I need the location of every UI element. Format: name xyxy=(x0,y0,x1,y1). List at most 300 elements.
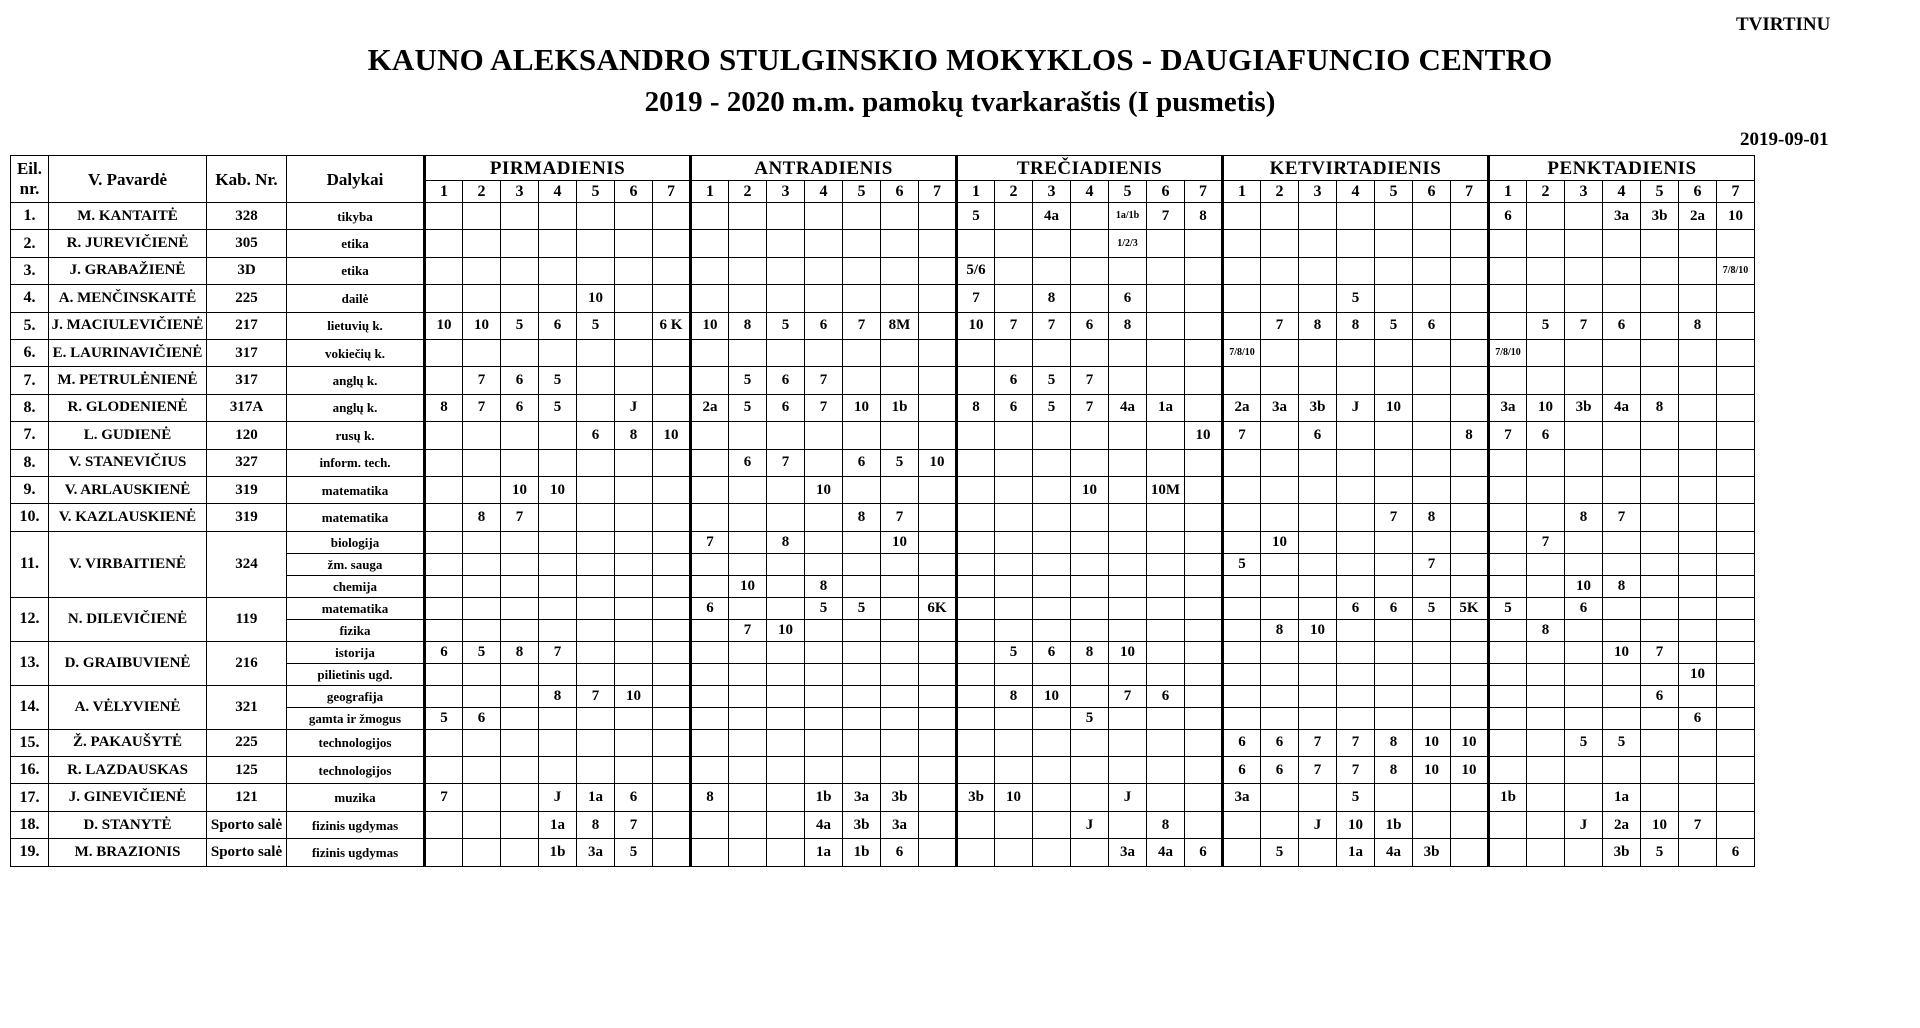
lesson-cell xyxy=(463,476,501,503)
lesson-cell: 6 xyxy=(1527,422,1565,449)
row-number: 7. xyxy=(11,367,49,394)
lesson-cell: 3a xyxy=(1489,394,1527,421)
lesson-cell: 10 xyxy=(957,312,995,339)
day-header: ANTRADIENIS xyxy=(691,156,957,181)
lesson-cell: 6 xyxy=(501,394,539,421)
table-row xyxy=(11,230,1755,257)
period-header: 1 xyxy=(691,181,729,203)
lesson-cell xyxy=(1033,619,1071,641)
lesson-cell xyxy=(805,339,843,366)
lesson-cell xyxy=(1451,641,1489,663)
lesson-cell xyxy=(653,619,691,641)
lesson-cell xyxy=(615,597,653,619)
lesson-cell: 6 xyxy=(691,597,729,619)
lesson-cell xyxy=(1337,641,1375,663)
room-number: 319 xyxy=(207,476,287,503)
lesson-cell xyxy=(1033,553,1071,575)
lesson-cell: 6 xyxy=(729,449,767,476)
lesson-cell xyxy=(539,553,577,575)
lesson-cell xyxy=(1717,597,1755,619)
lesson-cell xyxy=(577,757,615,784)
lesson-cell: 7 xyxy=(881,504,919,531)
lesson-cell xyxy=(1337,575,1375,597)
lesson-cell xyxy=(425,663,463,685)
row-number: 18. xyxy=(11,811,49,838)
lesson-cell xyxy=(1261,553,1299,575)
lesson-cell xyxy=(1375,367,1413,394)
lesson-cell xyxy=(1641,367,1679,394)
lesson-cell xyxy=(1641,257,1679,284)
lesson-cell xyxy=(1603,619,1641,641)
lesson-cell: 8 xyxy=(1679,312,1717,339)
lesson-cell: 8 xyxy=(425,394,463,421)
lesson-cell xyxy=(729,531,767,553)
lesson-cell xyxy=(1679,729,1717,756)
lesson-cell: 5 xyxy=(1641,839,1679,866)
lesson-cell xyxy=(425,285,463,312)
lesson-cell xyxy=(691,553,729,575)
lesson-cell: 7 xyxy=(1071,367,1109,394)
lesson-cell xyxy=(881,367,919,394)
lesson-cell xyxy=(1679,257,1717,284)
lesson-cell: 7 xyxy=(1261,312,1299,339)
lesson-cell xyxy=(653,784,691,811)
lesson-cell xyxy=(691,257,729,284)
lesson-cell xyxy=(577,394,615,421)
lesson-cell xyxy=(919,707,957,729)
lesson-cell xyxy=(1147,597,1185,619)
lesson-cell xyxy=(729,339,767,366)
lesson-cell xyxy=(957,663,995,685)
lesson-cell xyxy=(1603,367,1641,394)
lesson-cell xyxy=(1109,553,1147,575)
lesson-cell xyxy=(1337,203,1375,230)
lesson-cell xyxy=(1527,257,1565,284)
col-header-subject: Dalykai xyxy=(287,156,425,203)
lesson-cell xyxy=(691,203,729,230)
lesson-cell xyxy=(1375,553,1413,575)
lesson-cell xyxy=(615,367,653,394)
row-number: 16. xyxy=(11,757,49,784)
lesson-cell: 6 xyxy=(881,839,919,866)
lesson-cell xyxy=(1489,367,1527,394)
lesson-cell xyxy=(1603,685,1641,707)
period-header: 3 xyxy=(1033,181,1071,203)
lesson-cell xyxy=(1717,685,1755,707)
lesson-cell xyxy=(615,707,653,729)
lesson-cell xyxy=(1565,339,1603,366)
subject-name: muzika xyxy=(287,784,425,811)
lesson-cell: 3a xyxy=(843,784,881,811)
lesson-cell xyxy=(463,575,501,597)
lesson-cell xyxy=(1337,339,1375,366)
lesson-cell xyxy=(691,230,729,257)
lesson-cell xyxy=(767,641,805,663)
lesson-cell xyxy=(729,729,767,756)
lesson-cell: 7 xyxy=(615,811,653,838)
lesson-cell xyxy=(1451,339,1489,366)
lesson-cell xyxy=(1717,707,1755,729)
lesson-cell xyxy=(1375,531,1413,553)
lesson-cell xyxy=(1375,285,1413,312)
lesson-cell xyxy=(1679,784,1717,811)
lesson-cell xyxy=(805,257,843,284)
lesson-cell xyxy=(919,476,957,503)
lesson-cell: 6 xyxy=(1223,757,1261,784)
approve-label: TVIRTINU xyxy=(1736,14,1831,35)
lesson-cell xyxy=(463,784,501,811)
lesson-cell xyxy=(653,476,691,503)
lesson-cell: 7 xyxy=(539,641,577,663)
table-row xyxy=(11,312,1755,339)
lesson-cell xyxy=(1033,757,1071,784)
lesson-cell xyxy=(1337,230,1375,257)
lesson-cell xyxy=(1071,504,1109,531)
lesson-cell xyxy=(1109,531,1147,553)
table-row xyxy=(11,597,1755,619)
lesson-cell xyxy=(1109,575,1147,597)
lesson-cell xyxy=(1413,476,1451,503)
lesson-cell xyxy=(1717,663,1755,685)
lesson-cell xyxy=(425,575,463,597)
lesson-cell xyxy=(1261,811,1299,838)
lesson-cell xyxy=(1489,476,1527,503)
lesson-cell xyxy=(1299,449,1337,476)
lesson-cell xyxy=(1603,597,1641,619)
lesson-cell xyxy=(1109,707,1147,729)
lesson-cell xyxy=(1717,575,1755,597)
lesson-cell xyxy=(1641,707,1679,729)
lesson-cell: 4a xyxy=(1033,203,1071,230)
lesson-cell xyxy=(577,641,615,663)
lesson-cell: 6 xyxy=(1603,312,1641,339)
room-number: 305 xyxy=(207,230,287,257)
period-header: 1 xyxy=(425,181,463,203)
lesson-cell xyxy=(425,685,463,707)
lesson-cell: 6 xyxy=(1413,312,1451,339)
lesson-cell xyxy=(653,839,691,866)
lesson-cell xyxy=(1717,312,1755,339)
lesson-cell xyxy=(881,597,919,619)
lesson-cell xyxy=(1565,663,1603,685)
lesson-cell xyxy=(577,729,615,756)
lesson-cell xyxy=(501,257,539,284)
lesson-cell xyxy=(425,757,463,784)
teacher-name: V. KAZLAUSKIENĖ xyxy=(49,504,207,531)
lesson-cell xyxy=(1109,619,1147,641)
lesson-cell xyxy=(1717,394,1755,421)
lesson-cell: 7 xyxy=(1071,394,1109,421)
lesson-cell: 7 xyxy=(1603,504,1641,531)
teacher-name: D. GRAIBUVIENĖ xyxy=(49,641,207,685)
period-header: 6 xyxy=(881,181,919,203)
lesson-cell xyxy=(1261,784,1299,811)
lesson-cell xyxy=(1679,476,1717,503)
lesson-cell xyxy=(995,707,1033,729)
lesson-cell xyxy=(995,285,1033,312)
period-header: 4 xyxy=(1337,181,1375,203)
lesson-cell xyxy=(1717,641,1755,663)
lesson-cell xyxy=(501,230,539,257)
lesson-cell xyxy=(1299,367,1337,394)
lesson-cell: 8 xyxy=(1375,757,1413,784)
lesson-cell xyxy=(767,257,805,284)
period-header: 7 xyxy=(1185,181,1223,203)
lesson-cell: 1a xyxy=(805,839,843,866)
room-number: 317A xyxy=(207,394,287,421)
lesson-cell xyxy=(1717,285,1755,312)
lesson-cell: 3b xyxy=(1413,839,1451,866)
lesson-cell xyxy=(691,476,729,503)
lesson-cell xyxy=(501,422,539,449)
lesson-cell: 5 xyxy=(1223,553,1261,575)
lesson-cell xyxy=(577,230,615,257)
lesson-cell xyxy=(957,575,995,597)
lesson-cell: 6 xyxy=(1641,685,1679,707)
lesson-cell xyxy=(1527,811,1565,838)
lesson-cell: 5 xyxy=(957,203,995,230)
lesson-cell: 10 xyxy=(463,312,501,339)
lesson-cell xyxy=(1185,257,1223,284)
lesson-cell xyxy=(1147,367,1185,394)
lesson-cell xyxy=(1451,476,1489,503)
lesson-cell xyxy=(615,663,653,685)
lesson-cell: 5 xyxy=(577,312,615,339)
lesson-cell xyxy=(1451,575,1489,597)
lesson-cell xyxy=(1109,597,1147,619)
lesson-cell xyxy=(1603,553,1641,575)
lesson-cell xyxy=(1223,811,1261,838)
period-header: 3 xyxy=(501,181,539,203)
lesson-cell xyxy=(1717,553,1755,575)
lesson-cell xyxy=(881,476,919,503)
lesson-cell xyxy=(1717,729,1755,756)
lesson-cell: 6K xyxy=(919,597,957,619)
lesson-cell xyxy=(1565,476,1603,503)
lesson-cell: 4a xyxy=(1603,394,1641,421)
lesson-cell xyxy=(653,367,691,394)
lesson-cell: 8 xyxy=(577,811,615,838)
lesson-cell: 10 xyxy=(1071,476,1109,503)
lesson-cell xyxy=(1033,257,1071,284)
room-number: 119 xyxy=(207,597,287,641)
lesson-cell xyxy=(1109,504,1147,531)
lesson-cell xyxy=(691,641,729,663)
table-row xyxy=(11,811,1755,838)
lesson-cell xyxy=(767,839,805,866)
lesson-cell xyxy=(995,597,1033,619)
period-header: 2 xyxy=(1261,181,1299,203)
lesson-cell xyxy=(691,685,729,707)
lesson-cell: 5 xyxy=(1527,312,1565,339)
lesson-cell xyxy=(1717,784,1755,811)
lesson-cell xyxy=(1489,729,1527,756)
lesson-cell: 6 xyxy=(501,367,539,394)
lesson-cell: J xyxy=(539,784,577,811)
lesson-cell xyxy=(577,707,615,729)
lesson-cell: 1b xyxy=(1375,811,1413,838)
lesson-cell xyxy=(1527,757,1565,784)
lesson-cell xyxy=(1337,553,1375,575)
lesson-cell: J xyxy=(1299,811,1337,838)
lesson-cell xyxy=(1375,230,1413,257)
lesson-cell: 7 xyxy=(843,312,881,339)
lesson-cell: 1b xyxy=(805,784,843,811)
lesson-cell xyxy=(463,531,501,553)
teacher-name: M. BRAZIONIS xyxy=(49,839,207,866)
lesson-cell xyxy=(615,553,653,575)
lesson-cell xyxy=(1033,839,1071,866)
lesson-cell xyxy=(1033,707,1071,729)
lesson-cell xyxy=(1299,597,1337,619)
lesson-cell xyxy=(1451,394,1489,421)
lesson-cell xyxy=(1565,784,1603,811)
lesson-cell xyxy=(653,394,691,421)
lesson-cell xyxy=(1565,422,1603,449)
row-number: 4. xyxy=(11,285,49,312)
lesson-cell xyxy=(881,575,919,597)
lesson-cell: 5 xyxy=(729,367,767,394)
lesson-cell xyxy=(691,757,729,784)
lesson-cell xyxy=(995,504,1033,531)
lesson-cell: 6 xyxy=(1071,312,1109,339)
row-number: 3. xyxy=(11,257,49,284)
lesson-cell: 2a xyxy=(1679,203,1717,230)
lesson-cell xyxy=(729,641,767,663)
lesson-cell xyxy=(653,504,691,531)
lesson-cell xyxy=(1071,597,1109,619)
lesson-cell xyxy=(1147,285,1185,312)
lesson-cell: 5 xyxy=(767,312,805,339)
lesson-cell: 10 xyxy=(1451,757,1489,784)
lesson-cell xyxy=(615,476,653,503)
lesson-cell: 7/8/10 xyxy=(1717,257,1755,284)
lesson-cell: 6 xyxy=(539,312,577,339)
lesson-cell: 10 xyxy=(539,476,577,503)
lesson-cell: 7 xyxy=(1223,422,1261,449)
lesson-cell xyxy=(1641,575,1679,597)
lesson-cell xyxy=(957,641,995,663)
lesson-cell xyxy=(919,394,957,421)
lesson-cell xyxy=(843,619,881,641)
lesson-cell xyxy=(425,619,463,641)
room-number: 217 xyxy=(207,312,287,339)
lesson-cell xyxy=(1185,575,1223,597)
lesson-cell xyxy=(577,619,615,641)
lesson-cell xyxy=(1375,784,1413,811)
table-row xyxy=(11,203,1755,230)
lesson-cell xyxy=(729,476,767,503)
lesson-cell xyxy=(1337,257,1375,284)
lesson-cell xyxy=(1223,619,1261,641)
lesson-cell xyxy=(1033,422,1071,449)
lesson-cell xyxy=(767,575,805,597)
lesson-cell xyxy=(501,729,539,756)
table-row xyxy=(11,784,1755,811)
lesson-cell xyxy=(425,230,463,257)
lesson-cell xyxy=(463,839,501,866)
lesson-cell xyxy=(1717,476,1755,503)
lesson-cell xyxy=(501,553,539,575)
table-row xyxy=(11,476,1755,503)
lesson-cell: 5 xyxy=(1337,285,1375,312)
lesson-cell xyxy=(691,285,729,312)
period-header: 4 xyxy=(539,181,577,203)
lesson-cell xyxy=(1337,685,1375,707)
lesson-cell: 5 xyxy=(1603,729,1641,756)
lesson-cell xyxy=(539,663,577,685)
table-row xyxy=(11,531,1755,553)
lesson-cell xyxy=(995,230,1033,257)
period-header: 7 xyxy=(1717,181,1755,203)
schedule-table xyxy=(10,155,1755,867)
lesson-cell xyxy=(1451,449,1489,476)
lesson-cell xyxy=(653,641,691,663)
teacher-name: V. VIRBAITIENĖ xyxy=(49,531,207,597)
lesson-cell xyxy=(919,619,957,641)
lesson-cell xyxy=(843,685,881,707)
lesson-cell xyxy=(653,811,691,838)
teacher-name: R. JUREVIČIENĖ xyxy=(49,230,207,257)
period-header: 6 xyxy=(1679,181,1717,203)
lesson-cell xyxy=(1299,339,1337,366)
page-title: KAUNO ALEKSANDRO STULGINSKIO MOKYKLOS - DAUGIAFUNCIO CENTRO xyxy=(367,42,1553,77)
lesson-cell xyxy=(881,619,919,641)
lesson-cell xyxy=(691,504,729,531)
lesson-cell xyxy=(1451,203,1489,230)
lesson-cell: 7 xyxy=(995,312,1033,339)
lesson-cell xyxy=(425,811,463,838)
teacher-name: J. GRABAŽIENĖ xyxy=(49,257,207,284)
period-header: 5 xyxy=(577,181,615,203)
lesson-cell: 5 xyxy=(1565,729,1603,756)
lesson-cell xyxy=(881,285,919,312)
lesson-cell: 6 xyxy=(577,422,615,449)
lesson-cell xyxy=(425,476,463,503)
lesson-cell xyxy=(957,729,995,756)
lesson-cell xyxy=(805,729,843,756)
lesson-cell xyxy=(1679,757,1717,784)
lesson-cell xyxy=(1223,449,1261,476)
subject-name: etika xyxy=(287,257,425,284)
lesson-cell: 8 xyxy=(729,312,767,339)
lesson-cell xyxy=(615,531,653,553)
lesson-cell xyxy=(653,285,691,312)
lesson-cell xyxy=(1641,230,1679,257)
lesson-cell: 6 xyxy=(1679,707,1717,729)
lesson-cell xyxy=(1679,422,1717,449)
lesson-cell xyxy=(843,203,881,230)
lesson-cell: 5 xyxy=(1261,839,1299,866)
subject-name: dailė xyxy=(287,285,425,312)
lesson-cell xyxy=(843,553,881,575)
lesson-cell: 3b xyxy=(843,811,881,838)
lesson-cell: J xyxy=(1109,784,1147,811)
lesson-cell xyxy=(1147,339,1185,366)
lesson-cell xyxy=(1717,619,1755,641)
lesson-cell xyxy=(1261,449,1299,476)
lesson-cell xyxy=(1451,707,1489,729)
lesson-cell: 5 xyxy=(501,312,539,339)
lesson-cell xyxy=(1261,203,1299,230)
lesson-cell xyxy=(995,422,1033,449)
lesson-cell xyxy=(1641,663,1679,685)
lesson-cell xyxy=(1223,685,1261,707)
lesson-cell xyxy=(995,203,1033,230)
lesson-cell xyxy=(1185,685,1223,707)
lesson-cell xyxy=(1261,230,1299,257)
lesson-cell xyxy=(1375,641,1413,663)
